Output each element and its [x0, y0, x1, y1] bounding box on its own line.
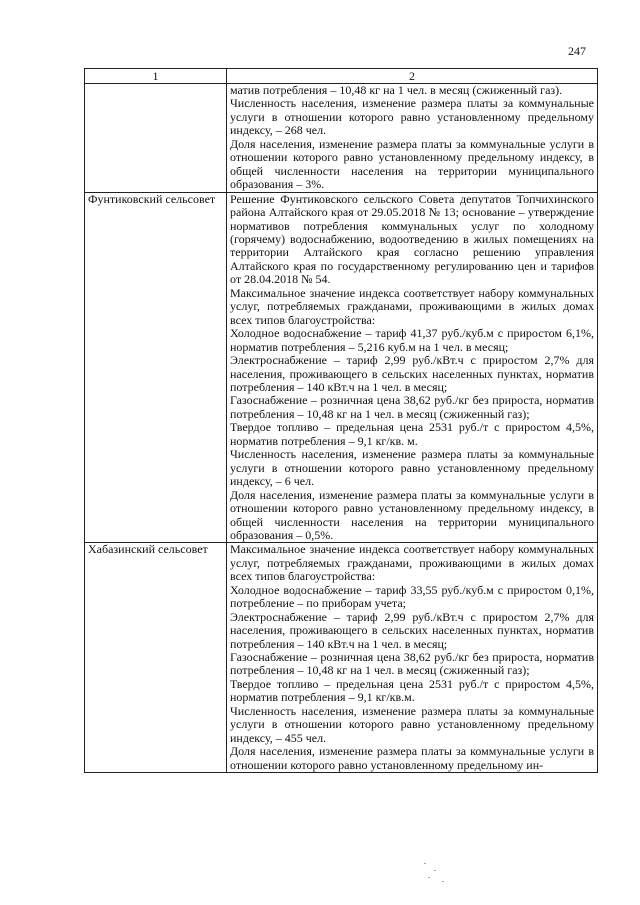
- table-row: [85, 543, 598, 773]
- paragraph: Газоснабжение – розничная цена 38,62 руб./кг без прироста, норматив потребления – 10,48 кг на 1 чел. в месяц (сжиженный газ);: [230, 650, 594, 678]
- table-row: [85, 84, 598, 193]
- paragraph: матив потребления – 10,48 кг на 1 чел. в месяц (сжиженный газ).: [230, 83, 563, 97]
- paragraph: Численность населения, изменение размера платы за коммунальные услуги в отношении которого равно установленному предельному индексу, – 268 чел.: [230, 96, 594, 138]
- table-header-row: [85, 69, 598, 84]
- paragraph: Максимальное значение индекса соответствует набору коммунальных услуг, потребляемых гражданами, проживающими в жилых домах всех типов благоустройства:: [230, 542, 594, 584]
- row-description: [227, 192, 598, 543]
- column-header-2: 2: [227, 69, 598, 84]
- paragraph: Холодное водоснабжение – тариф 41,37 руб./куб.м с приростом 6,1%, норматив потребления – 5,216 куб.м на 1 чел. в месяц;: [230, 326, 594, 354]
- municipality-name: Хабазинский сельсовет: [85, 543, 227, 773]
- paragraph: Решение Фунтиковского сельского Совета депутатов Топчихинского района Алтайского края от 29.05.2018 № 13; основание – утверждение нормативов потребления коммунальных услуг по холодному (горячему) водоснабжению, водоотведению в жилых помещениях на территории Алтайского края согласно решению управления Алтайского края по государственному регулированию цен и тарифов от 28.04.2018 № 54.: [230, 191, 594, 287]
- paragraph: Максимальное значение индекса соответствует набору коммунальных услуг, потребляемых гражданами, проживающими в жилых домах всех типов благоустройства:: [230, 285, 594, 327]
- table-row: [85, 192, 598, 543]
- column-header-1: 1: [85, 69, 227, 84]
- paragraph: Холодное водоснабжение – тариф 33,55 руб./куб.м с приростом 0,1%, потребление – по приборам учета;: [230, 582, 594, 611]
- paragraph: Газоснабжение – розничная цена 38,62 руб./кг без прироста, норматив потребления – 10,48 кг на 1 чел. в месяц (сжиженный газ);: [230, 393, 594, 421]
- paragraph: Численность населения, изменение размера платы за коммунальные услуги в отношении которого равно установленному предельному индексу, – 6 чел.: [230, 447, 594, 489]
- municipality-name: Фунтиковский сельсовет: [85, 192, 227, 543]
- paragraph: Численность населения, изменение размера платы за коммунальные услуги в отношении которого равно установленному предельному индексу, – 455 чел.: [230, 703, 594, 745]
- row-description: [227, 543, 598, 773]
- paragraph: Доля населения, изменение размера платы за коммунальные услуги в отношении которого равно установленному предельному индексу, в общей численности населения на территории муниципального образования – 3%.: [230, 136, 594, 192]
- paragraph: Твердое топливо – предельная цена 2531 руб./т с приростом 4,5%, норматив потребления – 9,1 кг/кв. м.: [230, 420, 594, 448]
- row-description: [227, 84, 598, 193]
- municipality-name: [85, 84, 227, 193]
- scan-artifact: [420, 860, 460, 890]
- page-number: 247: [568, 44, 586, 58]
- paragraph: Твердое топливо – предельная цена 2531 руб./т с приростом 4,5%, норматив потребления – 9,1 кг/кв.м.: [230, 676, 594, 705]
- paragraph: Электроснабжение – тариф 2,99 руб./кВт.ч с приростом 2,7% для населения, проживающего в сельских населенных пунктах, норматив потребления – 140 кВт.ч на 1 чел. в месяц;: [230, 609, 594, 651]
- paragraph: Доля населения, изменение размера платы за коммунальные услуги в отношении которого равно установленному предельному ин-: [230, 744, 594, 772]
- paragraph: Электроснабжение – тариф 2,99 руб./кВт.ч с приростом 2,7% для населения, проживающего в сельских населенных пунктах, норматив потребления – 140 кВт.ч на 1 чел. в месяц;: [230, 353, 594, 394]
- document-table: [84, 68, 598, 773]
- paragraph: Доля населения, изменение размера платы за коммунальные услуги в отношении которого равно установленному предельному индексу, в общей численности населения на территории муниципального образования – 0,5%.: [230, 487, 594, 542]
